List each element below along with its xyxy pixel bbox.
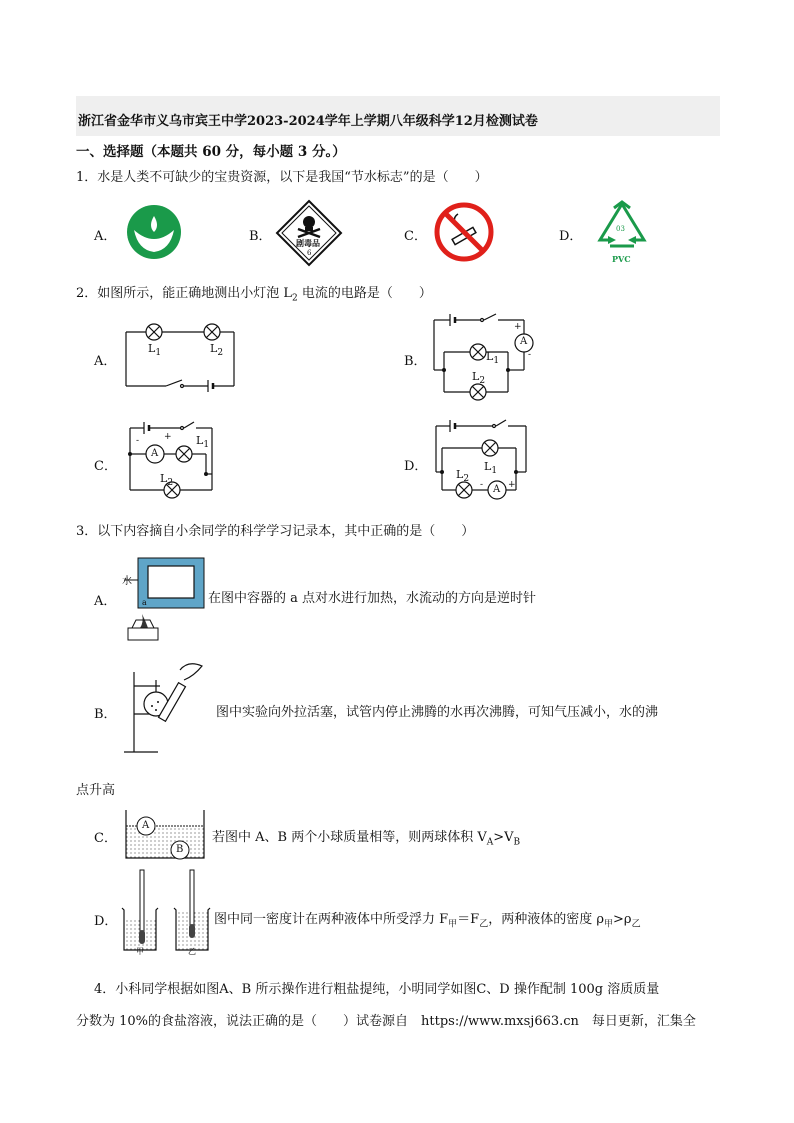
q1-option-d-label: D．	[559, 229, 583, 244]
recycling-code: 03	[616, 225, 625, 233]
q3-option-c-text: 若图中 A、B 两个小球质量相等，则两球体积 $V_A>V_B$	[212, 830, 521, 848]
q2-option-a-label: A．	[94, 354, 117, 369]
circuit-d-plus: +	[508, 480, 516, 490]
q1-option-b-label: B．	[249, 229, 272, 244]
toxic-sign-number: 6	[307, 249, 312, 257]
circuit-b-minus: -	[528, 350, 532, 360]
q3-option-a-label: A．	[94, 594, 117, 609]
circuit-b-lamp1-label: $L_1$	[486, 350, 500, 367]
q3-option-b-text-cont: 点升高	[76, 783, 116, 798]
q3-stem: 3．以下内容摘自小余同学的科学学习记录本，其中正确的是（ ）	[76, 524, 475, 539]
convection-container-figure	[122, 556, 206, 644]
circuit-c-lamp2-label: $L_2$	[160, 472, 174, 489]
q4-stem-line1: 4．小科同学根据如图A、B 所示操作进行粗盐提纯，小明同学如图C、D 操作配制 100g 溶质质量	[94, 982, 660, 997]
hydrometer-beakers-figure	[118, 868, 214, 958]
circuit-c-ammeter-label: A	[151, 448, 159, 459]
circuit-d-ammeter-label: A	[493, 484, 501, 495]
convection-water-label: 水	[122, 576, 132, 587]
q3-option-d-text: 图中同一密度计在两种液体中所受浮力 $F_甲=F_乙$，两种液体的密度 $\rho_甲>\rho_乙$	[214, 912, 641, 930]
circuit-c-plus: +	[164, 432, 172, 442]
q1-option-c-label: C．	[404, 229, 427, 244]
circuit-a-lamp2-label: $L_2$	[210, 342, 224, 359]
beaker-yi-label: 乙	[188, 947, 196, 956]
no-smoking-sign	[434, 202, 494, 262]
ball-a-label: A	[142, 820, 150, 831]
circuit-d	[432, 418, 532, 504]
q3-option-b-text: 图中实验向外拉活塞，试管内停止沸腾的水再次沸腾，可知气压减小，水的沸	[216, 705, 659, 720]
q1-stem: 1．水是人类不可缺少的宝贵资源，以下是我国“节水标志”的是（ ）	[76, 170, 488, 185]
q2-option-c-label: C．	[94, 459, 117, 474]
circuit-d-minus: -	[480, 480, 484, 490]
toxic-sign-text: 剧毒品	[296, 238, 320, 248]
circuit-c-lamp1-label: $L_1$	[196, 434, 210, 451]
q1-option-a-label: A．	[94, 229, 117, 244]
q3-option-b-label: B．	[94, 707, 117, 722]
water-saving-logo	[126, 204, 182, 260]
circuit-a-lamp1-label: $L_1$	[148, 342, 162, 359]
q2-option-b-label: B．	[404, 354, 427, 369]
convection-point-a: a	[142, 598, 147, 607]
floating-balls-figure	[122, 808, 208, 862]
circuit-c-minus: -	[136, 436, 140, 446]
circuit-d-lamp2-label: $L_2$	[456, 468, 470, 485]
recycling-label: PVC	[612, 254, 631, 264]
circuit-b-plus: +	[514, 322, 522, 332]
q2-option-d-label: D．	[404, 459, 428, 474]
circuit-b-ammeter-label: A	[520, 336, 528, 347]
exam-title: 浙江省金华市义乌市宾王中学2023-2024学年上学期八年级科学12月检测试卷	[78, 114, 538, 129]
q3-option-d-label: D．	[94, 914, 118, 929]
q3-option-c-label: C．	[94, 831, 117, 846]
section-heading: 一、选择题（本题共 60 分，每小题 3 分。）	[76, 144, 346, 160]
circuit-d-lamp1-label: $L_1$	[484, 460, 498, 477]
circuit-b-lamp2-label: $L_2$	[472, 370, 486, 387]
q3-option-a-text: 在图中容器的 a 点对水进行加热，水流动的方向是逆时针	[208, 591, 537, 606]
q2-stem: 2．如图所示，能正确地测出小灯泡 $L_2$ 电流的电路是（ ）	[76, 286, 432, 304]
ball-b-label: B	[176, 844, 184, 855]
q4-stem-line2: 分数为 10%的食盐溶液，说法正确的是（ ）试卷源自 https://www.mxsj663.cn 每日更新，汇集全	[76, 1014, 696, 1029]
beaker-jia-label: 甲	[136, 947, 144, 956]
boiling-flask-stand-figure	[122, 656, 212, 760]
